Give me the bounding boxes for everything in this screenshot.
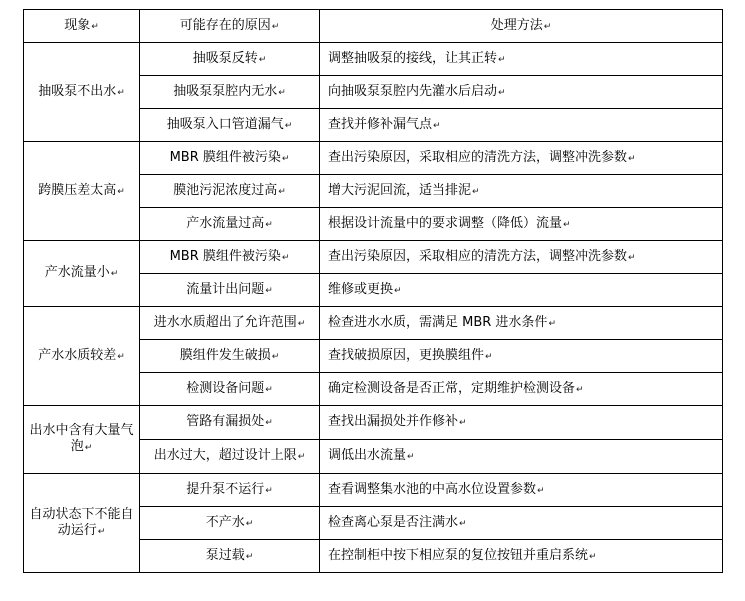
header-cause: 可能存在的原因↵ [140,10,320,43]
cause-cell: MBR 膜组件被污染↵ [140,142,320,175]
header-phenomenon: 现象↵ [24,10,140,43]
remedy-cell: 查出污染原因，采取相应的清洗方法，调整冲洗参数↵ [320,241,723,274]
cause-cell: 进水水质超出了允许范围↵ [140,307,320,340]
table-row [24,406,723,440]
remedy-cell: 在控制柜中按下相应泵的复位按钮并重启系统↵ [320,540,723,573]
table-row [24,142,723,175]
cause-cell: 不产水↵ [140,507,320,540]
cause-cell: 抽吸泵反转↵ [140,43,320,76]
remedy-cell: 增大污泥回流，适当排泥↵ [320,175,723,208]
phenomenon-cell: 自动状态下不能自动运行↵ [24,474,140,573]
remedy-cell: 调低出水流量↵ [320,440,723,474]
cause-cell: 流量计出问题↵ [140,274,320,307]
remedy-cell: 查找并修补漏气点↵ [320,109,723,142]
cause-cell: 出水过大，超过设计上限↵ [140,440,320,474]
troubleshooting-table [23,9,723,573]
cause-cell: 提升泵不运行↵ [140,474,320,507]
table-row [24,43,723,76]
remedy-cell: 检查进水水质，需满足 MBR 进水条件↵ [320,307,723,340]
remedy-cell: 确定检测设备是否正常，定期维护检测设备↵ [320,373,723,406]
remedy-cell: 调整抽吸泵的接线，让其正转↵ [320,43,723,76]
remedy-cell: 查看调整集水池的中高水位设置参数↵ [320,474,723,507]
cause-cell: 抽吸泵泵腔内无水↵ [140,76,320,109]
cause-cell: 产水流量过高↵ [140,208,320,241]
cause-cell: 检测设备问题↵ [140,373,320,406]
remedy-cell: 检查离心泵是否注满水↵ [320,507,723,540]
cause-cell: 管路有漏损处↵ [140,406,320,440]
phenomenon-cell: 出水中含有大量气泡↵ [24,406,140,474]
table-row [24,307,723,340]
table-row [24,241,723,274]
remedy-cell: 维修或更换↵ [320,274,723,307]
cause-cell: 泵过载↵ [140,540,320,573]
cause-cell: MBR 膜组件被污染↵ [140,241,320,274]
phenomenon-cell: 产水水质较差↵ [24,307,140,406]
remedy-cell: 查找出漏损处并作修补↵ [320,406,723,440]
cause-cell: 膜池污泥浓度过高↵ [140,175,320,208]
cause-cell: 抽吸泵入口管道漏气↵ [140,109,320,142]
header-remedy: 处理方法↵ [320,10,723,43]
remedy-cell: 查找破损原因，更换膜组件↵ [320,340,723,373]
cause-cell: 膜组件发生破损↵ [140,340,320,373]
remedy-cell: 根据设计流量中的要求调整（降低）流量↵ [320,208,723,241]
phenomenon-cell: 抽吸泵不出水↵ [24,43,140,142]
header-row [24,10,723,43]
remedy-cell: 向抽吸泵泵腔内先灌水后启动↵ [320,76,723,109]
remedy-cell: 查出污染原因，采取相应的清洗方法，调整冲洗参数↵ [320,142,723,175]
phenomenon-cell: 跨膜压差太高↵ [24,142,140,241]
phenomenon-cell: 产水流量小↵ [24,241,140,307]
table-row [24,474,723,507]
